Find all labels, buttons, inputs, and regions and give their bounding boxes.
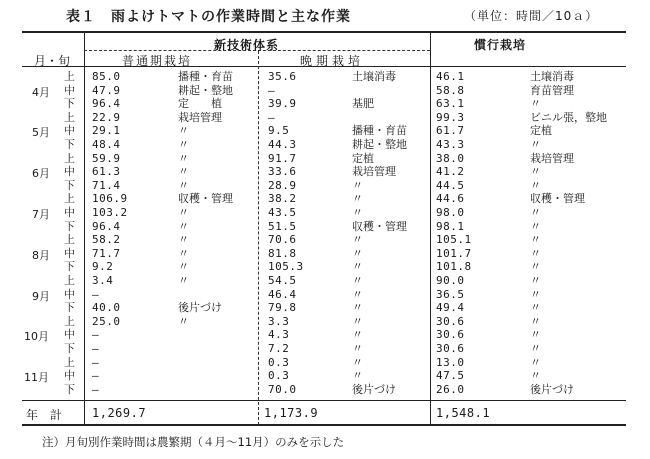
conventional-work: 〃	[530, 165, 541, 179]
late-work: 〃	[352, 342, 363, 355]
table-row	[0, 315, 650, 328]
jun-cell: 上	[64, 314, 75, 328]
normal-work: 〃	[178, 124, 189, 138]
table-row	[0, 233, 650, 246]
late-work: 基肥	[352, 97, 374, 111]
conventional-hours: 41.2	[436, 165, 465, 179]
conventional-work: 栽培管理	[530, 151, 574, 165]
late-hours: 28.9	[268, 178, 297, 192]
late-work: 〃	[352, 206, 363, 219]
month-label: 10月	[24, 330, 49, 344]
conventional-work: 後片づけ	[530, 382, 574, 396]
late-hours: 51.5	[268, 219, 297, 233]
normal-work: 耕起・整地	[178, 83, 233, 97]
table-row	[0, 111, 650, 124]
conventional-hours: 30.6	[436, 328, 465, 342]
conventional-work: 〃	[530, 355, 541, 369]
total-normal: 1,269.7	[92, 406, 147, 420]
normal-work: 〃	[178, 138, 189, 151]
conventional-hours: 26.0	[436, 382, 465, 396]
normal-hours: 40.0	[92, 301, 121, 315]
month-label: 7月	[32, 208, 50, 221]
jun-cell: 上	[64, 70, 75, 83]
table-row	[0, 97, 650, 110]
normal-hours: 96.4	[92, 219, 121, 233]
conventional-work: 〃	[530, 328, 541, 342]
table-row	[0, 124, 650, 137]
jun-cell: 上	[64, 110, 75, 124]
conventional-hours: 49.4	[436, 301, 465, 315]
table-row	[0, 165, 650, 178]
normal-hours: 47.9	[92, 83, 121, 97]
total-conventional: 1,548.1	[436, 406, 491, 420]
normal-work: 後片づけ	[178, 301, 222, 315]
normal-hours: —	[92, 328, 100, 342]
conventional-work: 〃	[530, 342, 541, 355]
table-row	[0, 138, 650, 151]
table-row	[0, 206, 650, 219]
conventional-work: 〃	[530, 260, 541, 274]
conventional-work: 収穫・管理	[530, 192, 585, 206]
conventional-hours: 13.0	[436, 355, 465, 369]
normal-work: 播種・育苗	[178, 70, 233, 83]
late-hours: 39.9	[268, 97, 297, 111]
header-conventional: 慣行栽培	[474, 38, 527, 52]
late-hours: 0.3	[268, 355, 290, 369]
header-normal: 普通期栽培	[122, 54, 193, 68]
jun-cell: 中	[64, 124, 75, 138]
table-row	[0, 383, 650, 396]
normal-hours: —	[92, 287, 100, 301]
late-hours: 44.3	[268, 138, 297, 151]
late-hours: 33.6	[268, 165, 297, 179]
late-hours: —	[268, 110, 276, 124]
month-label: 6月	[32, 167, 50, 181]
late-work: 〃	[352, 314, 363, 328]
normal-hours: 61.3	[92, 165, 121, 179]
normal-hours: —	[92, 382, 100, 396]
normal-hours: 22.9	[92, 110, 121, 124]
late-work: 〃	[352, 328, 363, 342]
conventional-hours: 47.5	[436, 369, 465, 383]
jun-cell: 中	[64, 83, 75, 97]
late-hours: 7.2	[268, 342, 290, 355]
normal-hours: 29.1	[92, 124, 121, 138]
normal-hours: 9.2	[92, 260, 114, 274]
table-row	[0, 328, 650, 341]
jun-cell: 下	[64, 260, 75, 274]
conventional-work: 〃	[530, 301, 541, 315]
conventional-hours: 61.7	[436, 124, 465, 138]
conventional-hours: 101.8	[436, 260, 472, 274]
normal-hours: —	[92, 369, 100, 383]
conventional-hours: 30.6	[436, 342, 465, 355]
jun-cell: 中	[64, 328, 75, 342]
normal-hours: 58.2	[92, 233, 121, 247]
normal-work: 収穫・管理	[178, 192, 233, 206]
conventional-hours: 63.1	[436, 97, 465, 111]
jun-cell: 下	[64, 138, 75, 151]
normal-hours: 96.4	[92, 97, 121, 111]
month-label: 8月	[32, 248, 50, 262]
late-work: 栽培管理	[352, 165, 396, 179]
table-row	[0, 84, 650, 97]
table-row	[0, 342, 650, 355]
table-row	[0, 247, 650, 260]
jun-cell: 上	[64, 233, 75, 247]
jun-cell: 下	[64, 382, 75, 396]
conventional-work: 〃	[530, 369, 541, 383]
conventional-work: 育苗管理	[530, 83, 574, 97]
conventional-work: 〃	[530, 206, 541, 219]
conventional-hours: 30.6	[436, 314, 465, 328]
normal-work: 〃	[178, 206, 189, 219]
conventional-work: 〃	[530, 246, 541, 260]
conventional-work: 〃	[530, 219, 541, 233]
unit-label: （単位：時間／10ａ）	[464, 9, 599, 23]
conventional-hours: 58.8	[436, 83, 465, 97]
conventional-work: 〃	[530, 97, 541, 111]
jun-cell: 中	[64, 246, 75, 260]
table-row	[0, 369, 650, 382]
normal-work: 〃	[178, 274, 189, 287]
month-label: 4月	[32, 85, 50, 99]
late-work: 〃	[352, 233, 363, 247]
normal-hours: 48.4	[92, 138, 121, 151]
normal-hours: 25.0	[92, 314, 121, 328]
jun-cell: 下	[64, 97, 75, 111]
jun-cell: 下	[64, 301, 75, 315]
jun-cell: 中	[64, 287, 75, 301]
conventional-hours: 101.7	[436, 246, 472, 260]
late-work: 耕起・整地	[352, 138, 407, 151]
conventional-work: 〃	[530, 233, 541, 247]
normal-work: 〃	[178, 219, 189, 233]
total-top-rule	[22, 400, 626, 401]
table-row	[0, 301, 650, 314]
conventional-work: 〃	[530, 314, 541, 328]
normal-work: 〃	[178, 165, 189, 179]
normal-hours: 71.7	[92, 246, 121, 260]
late-work: 〃	[352, 355, 363, 369]
header-month: 月・旬	[34, 54, 71, 68]
normal-hours: 3.4	[92, 274, 114, 287]
conventional-hours: 36.5	[436, 287, 465, 301]
conventional-hours: 90.0	[436, 274, 465, 287]
table-row	[0, 274, 650, 287]
conventional-hours: 98.1	[436, 219, 465, 233]
late-work: 〃	[352, 192, 363, 206]
jun-cell: 下	[64, 219, 75, 233]
late-work: 〃	[352, 178, 363, 192]
normal-hours: 106.9	[92, 192, 128, 206]
jun-cell: 下	[64, 342, 75, 355]
normal-hours: —	[92, 355, 100, 369]
late-work: 〃	[352, 301, 363, 315]
table-row	[0, 192, 650, 205]
table-top-rule	[22, 31, 626, 33]
conventional-work: 〃	[530, 178, 541, 192]
late-work: 収穫・管理	[352, 219, 407, 233]
conventional-work: 〃	[530, 274, 541, 287]
conventional-hours: 38.0	[436, 151, 465, 165]
late-hours: 38.2	[268, 192, 297, 206]
late-hours: 3.3	[268, 314, 290, 328]
table-row	[0, 70, 650, 83]
jun-cell: 上	[64, 355, 75, 369]
jun-cell: 上	[64, 192, 75, 206]
late-work: 定植	[352, 151, 374, 165]
late-hours: 79.8	[268, 301, 297, 315]
conventional-hours: 98.0	[436, 206, 465, 219]
late-hours: 105.3	[268, 260, 304, 274]
jun-cell: 中	[64, 369, 75, 383]
normal-work: 栽培管理	[178, 110, 222, 124]
month-label: 5月	[32, 126, 50, 140]
conventional-hours: 44.6	[436, 192, 465, 206]
late-hours: 70.0	[268, 382, 297, 396]
table-row	[0, 260, 650, 273]
conventional-work: 〃	[530, 287, 541, 301]
table-row	[0, 356, 650, 369]
late-hours: 9.5	[268, 124, 290, 138]
conventional-hours: 105.1	[436, 233, 472, 247]
total-late: 1,173.9	[264, 406, 319, 420]
late-work: 土壌消毒	[352, 70, 396, 83]
conventional-work: 定植	[530, 124, 552, 138]
jun-cell: 下	[64, 178, 75, 192]
total-label: 年 計	[26, 408, 63, 422]
conventional-hours: 43.3	[436, 138, 465, 151]
normal-hours: 59.9	[92, 151, 121, 165]
conventional-hours: 99.3	[436, 110, 465, 124]
table-row	[0, 179, 650, 192]
late-hours: 4.3	[268, 328, 290, 342]
normal-work: 定 植	[178, 97, 222, 111]
late-hours: 70.6	[268, 233, 297, 247]
late-work: 後片づけ	[352, 382, 396, 396]
jun-cell: 中	[64, 165, 75, 179]
normal-hours: 103.2	[92, 206, 128, 219]
normal-work: 〃	[178, 314, 189, 328]
normal-hours: —	[92, 342, 100, 355]
table-row	[0, 288, 650, 301]
conventional-work: 土壌消毒	[530, 70, 574, 83]
late-hours: 54.5	[268, 274, 297, 287]
late-hours: —	[268, 83, 276, 97]
late-work: 〃	[352, 260, 363, 274]
conventional-work: ビニル張，整地	[530, 110, 607, 124]
conventional-work: 〃	[530, 138, 541, 151]
footnote: 注）月旬別作業時間は農繁期（４月〜11月）のみを示した	[42, 435, 345, 449]
normal-work: 〃	[178, 246, 189, 260]
late-hours: 43.5	[268, 206, 297, 219]
normal-hours: 71.4	[92, 178, 121, 192]
late-work: 播種・育苗	[352, 124, 407, 138]
conventional-hours: 44.5	[436, 178, 465, 192]
late-hours: 81.8	[268, 246, 297, 260]
jun-cell: 中	[64, 206, 75, 219]
normal-work: 〃	[178, 233, 189, 247]
table-row	[0, 220, 650, 233]
conventional-hours: 46.1	[436, 70, 465, 83]
normal-work: 〃	[178, 151, 189, 165]
late-work: 〃	[352, 369, 363, 383]
late-hours: 46.4	[268, 287, 297, 301]
month-label: 11月	[24, 371, 49, 385]
late-work: 〃	[352, 274, 363, 287]
normal-hours: 85.0	[92, 70, 121, 83]
month-label: 9月	[32, 289, 50, 303]
late-hours: 91.7	[268, 151, 297, 165]
normal-work: 〃	[178, 260, 189, 274]
table-row	[0, 152, 650, 165]
header-late: 晩期栽培	[300, 54, 365, 68]
late-work: 〃	[352, 287, 363, 301]
jun-cell: 上	[64, 274, 75, 287]
total-bottom-rule	[22, 424, 626, 426]
normal-work: 〃	[178, 178, 189, 192]
table-title: 表１ 雨よけトマトの作業時間と主な作業	[66, 9, 351, 25]
late-hours: 35.6	[268, 70, 297, 83]
late-hours: 0.3	[268, 369, 290, 383]
late-work: 〃	[352, 246, 363, 260]
jun-cell: 上	[64, 151, 75, 165]
group-header-new-tech: 新技術体系	[214, 38, 280, 52]
